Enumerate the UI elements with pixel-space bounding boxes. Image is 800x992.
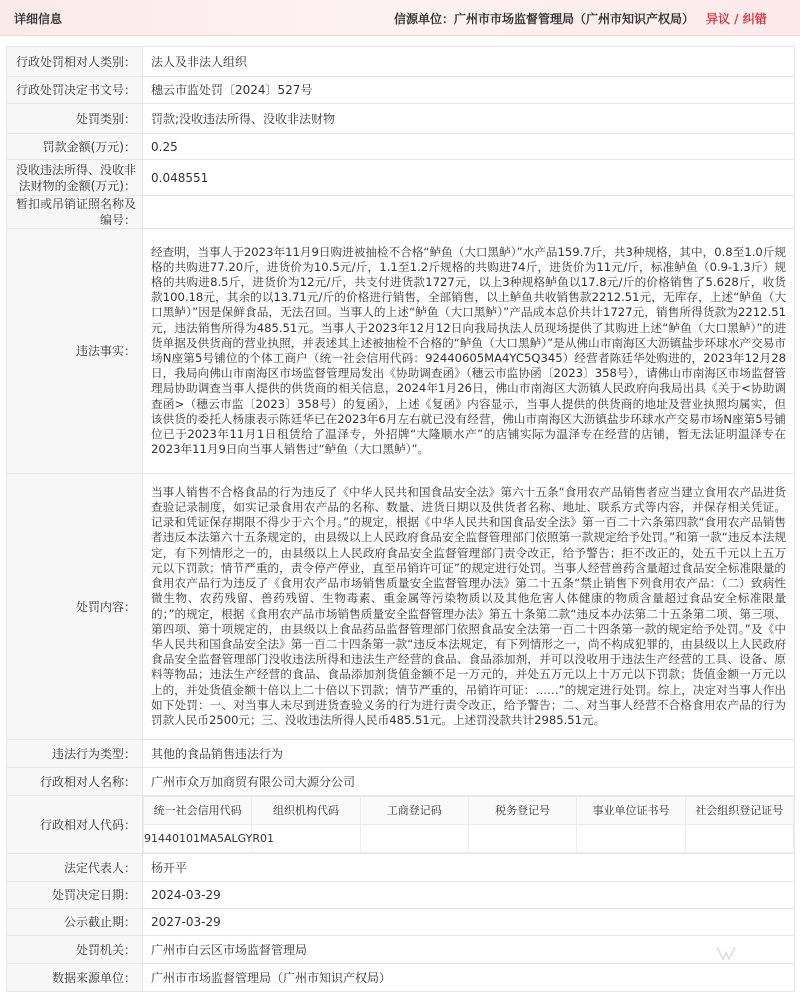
field-value <box>143 196 795 229</box>
row-facts <box>7 229 795 474</box>
row-authority <box>7 936 795 964</box>
field-label: 没收违法所得、没收非法财物的金额(万元)： <box>7 160 143 196</box>
field-label: 行政相对人名称： <box>7 768 143 796</box>
field-value: 广州市市场监督管理局（广州市知识产权局） <box>143 964 795 992</box>
row-data-source <box>7 964 795 992</box>
row-doc-no <box>7 77 795 104</box>
code-header: 组织机构代码 <box>252 797 360 825</box>
field-value: 罚款;没收违法所得、没收非法财物 <box>143 104 795 134</box>
row-fine <box>7 134 795 160</box>
field-label: 行政相对人代码： <box>7 796 143 854</box>
code-header: 工商登记码 <box>360 797 468 825</box>
code-value: 91440101MA5ALGYR01 <box>144 825 252 853</box>
field-label: 违法事实： <box>7 229 143 474</box>
field-value: 0.25 <box>143 134 795 160</box>
field-value: 广州市白云区市场监督管理局 <box>143 936 795 964</box>
row-party-name <box>7 768 795 796</box>
field-label: 违法行为类型： <box>7 740 143 768</box>
party-code-cell <box>143 796 795 854</box>
code-value <box>685 825 793 853</box>
field-value: 经查明，当事人于2023年11月9日购进被抽检不合格“鲈鱼（大口黑鲈）”水产品159.7斤，共3种规格，其中，0.8至1.0斤规格的共购进77.20斤，进货价为10.5元/斤，1.1至1.2斤规格的共购进74斤，进货价为11元/斤，标准鲈鱼（0.9-1.3斤）规格的共购进8.5斤，进货价为12元/斤，共支付进货款1727元，以上3种规格鲈鱼以17.8元/斤的价格销售了5.628斤，收货款100.18元，其余的以13.71元/斤的价格进行销售，全部销售，以上鲈鱼共收销售款2212.51元，无库存，上述“鲈鱼（大口黑鲈）”因是保鲜食品，无法召回。当事人的上述“鲈鱼（大口黑鲈）”产品成本总价共计1727元，销售所得货款为2212.51元，违法销售所得为485.51元。当事人于2023年12月12日向我局执法人员现场提供了其购进上述“鲈鱼（大口黑鲈）”的进货单据及供货商的营业执照，并表述其上述被抽检不合格的“鲈鱼（大口黑鲈）”是从佛山市南海区大沥镇盐步环球水产交易市场N座第5号铺位的个体工商户（统一社会信用代码：92440605MA4YC5Q345）经营者陈廷华处购进的，2023年12月28日，我局向佛山市南海区市场监督管理局发出《协助调查函》（穗云市监协函〔2023〕358号），请佛山市南海区市场监督管理局协助调查当事人提供的供货商的相关信息，2024年1月26日，佛山市南海区大沥镇人民政府向我局出具《关于<协助调查函>（穗云市监〔2023〕358号）的复函》，上述《复函》内容显示，当事人提供的供货商的地址及营业执照均属实，但该供货的委托人杨康表示陈廷华已在2023年6月左右就已没有经营，佛山市南海区大沥镇盐步环球水产交易市场N座第5号铺位已于2023年11月1日租赁给了温泽专，外招牌“大隆顺水产”的店铺实际为温泽专在经营的店铺，暂无法证明温泽专在2023年11月9日向当事人销售过“鲈鱼（大口黑鲈）”。 <box>143 229 795 474</box>
field-label: 法定代表人： <box>7 854 143 882</box>
row-category <box>7 47 795 77</box>
detail-header <box>0 0 800 36</box>
field-value: 当事人销售不合格食品的行为违反了《中华人民共和国食品安全法》第六十五条“食用农产品销售者应当建立食用农产品进货查验记录制度，如实记录食用农产品的名称、数量、进货日期以及供货者名称、地址、联系方式等内容，并保存相关凭证。记录和凭证保存期限不得少于六个月。”的规定，根据《中华人民共和国食品安全法》第一百二十六条第四款“食用农产品销售者违反本法第六十五条规定的，由县级以上人民政府食品安全监督管理部门依照第一款规定给予处罚。”和第一款“违反本法规定，有下列情形之一的，由县级以上人民政府食品安全监督管理部门责令改正，给予警告；拒不改正的，处五千元以上五万元以下罚款；情节严重的，责令停产停业，直至吊销许可证”的规定进行处罚。当事人经营兽药含量超过食品安全标准限量的食用农产品行为违反了《食用农产品市场销售质量安全监督管理办法》第二十五条“禁止销售下列食用农产品：（二）致病性微生物、农药残留、兽药残留、生物毒素、重金属等污染物质以及其他危害人体健康的物质含量超过食品安全标准限量的；”的规定，根据《食用农产品市场销售质量安全监督管理办法》第五十条第二款“违反本办法第二十五条第二项、第三项、第四项、第十项规定的，由县级以上食品药品监督管理部门依照食品安全法第一百二十四条第一款的规定给予处罚。”及《中华人民共和国食品安全法》第一百二十四条第一款“违反本法规定，有下列情形之一，尚不构成犯罪的，由县级以上人民政府食品安全监督管理部门没收违法所得和违法生产经营的食品、食品添加剂，并可以没收用于违法生产经营的工具、设备、原料等物品；违法生产经营的食品、食品添加剂货值金额不足一万元的，并处五万元以上十万元以下罚款；货值金额一万元以上的，并处货值金额十倍以上二十倍以下罚款；情节严重的，吊销许可证：……”的规定进行处罚。综上，决定对当事人作出如下处罚：一、对当事人未尽到进货查验义务的行为进行责令改正，给予警告；二、对当事人经营不合格食用农产品的行为罚款人民币2500元；三、没收违法所得人民币485.51元。上述罚没款共计2985.51元。 <box>143 474 795 740</box>
field-label: 处罚决定日期： <box>7 882 143 909</box>
field-label: 数据来源单位： <box>7 964 143 992</box>
field-label: 行政处罚相对人类别： <box>7 47 143 77</box>
row-party-code <box>7 796 795 854</box>
row-penalty-type <box>7 104 795 134</box>
code-value <box>577 825 685 853</box>
row-deadline <box>7 909 795 936</box>
code-value <box>468 825 576 853</box>
field-value: 2024-03-29 <box>143 882 795 909</box>
code-header: 社会组织登记证号 <box>685 797 793 825</box>
field-value: 其他的食品销售违法行为 <box>143 740 795 768</box>
source-unit: 信源单位：广州市市场监督管理局（广州市知识产权局） <box>394 10 694 27</box>
field-label: 处罚内容： <box>7 474 143 740</box>
field-value: 法人及非法人组织 <box>143 47 795 77</box>
field-value: 广州市众万加商贸有限公司大源分公司 <box>143 768 795 796</box>
field-label: 处罚类别： <box>7 104 143 134</box>
field-label: 处罚机关： <box>7 936 143 964</box>
row-decision-date <box>7 882 795 909</box>
field-value: 杨开平 <box>143 854 795 882</box>
code-header: 税务登记号 <box>468 797 576 825</box>
row-violation-type <box>7 740 795 768</box>
row-confiscation <box>7 160 795 196</box>
field-value: 0.048551 <box>143 160 795 196</box>
watermark-logo-icon <box>716 946 736 960</box>
detail-title: 详细信息 <box>14 10 62 27</box>
objection-correction-link[interactable]: 异议 / 纠错 <box>706 10 767 27</box>
party-code-table <box>143 796 794 853</box>
field-label: 罚款金额(万元)： <box>7 134 143 160</box>
field-value: 穗云市监处罚〔2024〕527号 <box>143 77 795 104</box>
field-label: 行政处罚决定书文号： <box>7 77 143 104</box>
detail-table-wrapper <box>6 46 795 992</box>
field-label: 暂扣或吊销证照名称及编号： <box>7 196 143 229</box>
row-content <box>7 474 795 740</box>
code-header-row <box>144 797 794 825</box>
detail-table <box>6 46 795 992</box>
field-value: 2027-03-29 <box>143 909 795 936</box>
field-label: 公示截止期： <box>7 909 143 936</box>
code-header: 事业单位证书号 <box>577 797 685 825</box>
code-value <box>360 825 468 853</box>
code-value-row <box>144 825 794 853</box>
row-license <box>7 196 795 229</box>
code-header: 统一社会信用代码 <box>144 797 252 825</box>
row-legal-rep <box>7 854 795 882</box>
